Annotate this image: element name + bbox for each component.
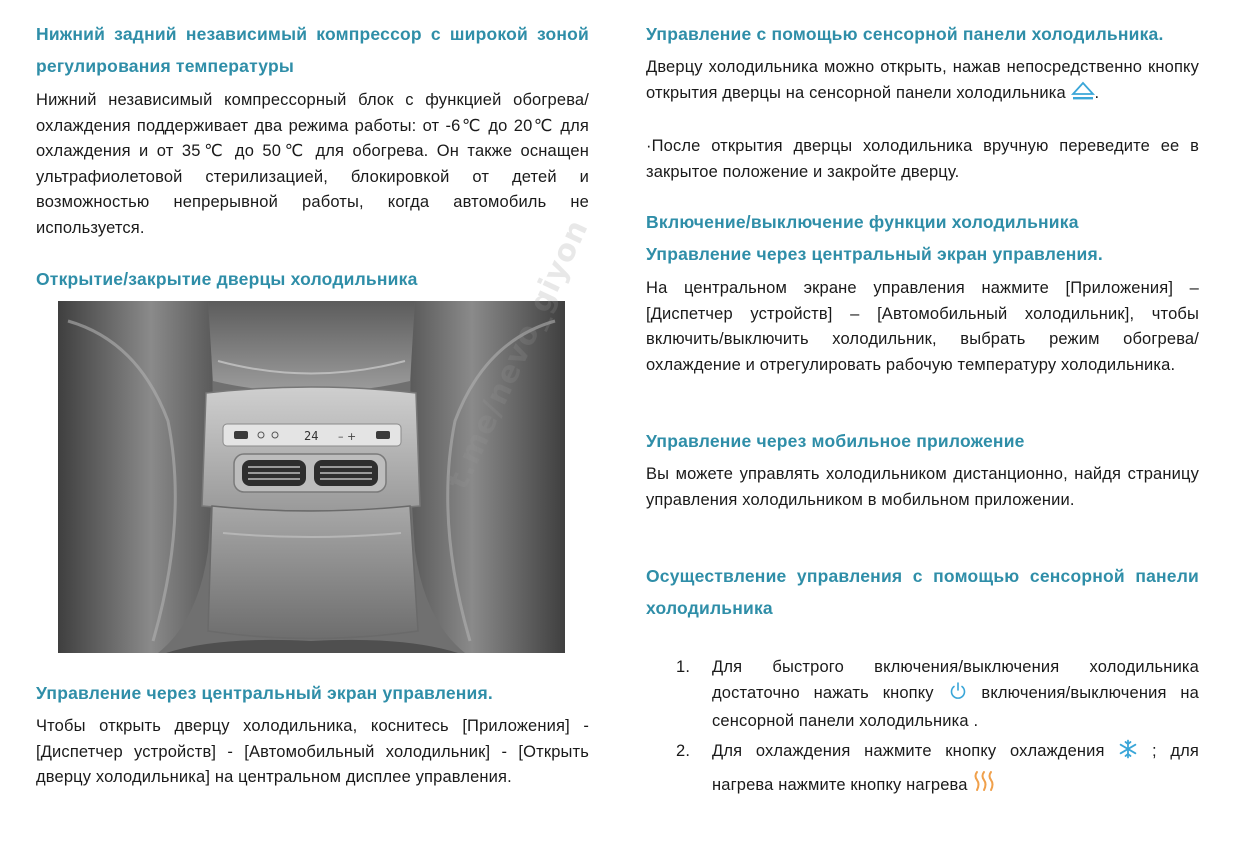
snowflake-icon xyxy=(1118,739,1138,769)
watermark: t.me/nevo_giyon xyxy=(440,214,596,495)
power-icon xyxy=(948,681,968,710)
paragraph-compressor: Нижний независимый компрессорный блок с функцией обогрева/охлаждения поддерживает два режима работы: от -6℃ до 20℃ для охлаждения и от 35℃ до 50℃ для обогрева. Он также оснащен ультрафиолетовой стерилизацией, блокировкой от детей и возможностью непрерывной работы, когда автомобиль не используется. xyxy=(36,91,589,237)
heading-touch-panel-control: Осуществление управления с помощью сенсорной панели холодильника xyxy=(646,566,1199,618)
svg-text:– +: – + xyxy=(338,430,357,443)
steps-list xyxy=(646,655,1199,803)
heading-mobile-app: Управление через мобильное приложение xyxy=(646,431,1025,451)
heat-icon xyxy=(972,769,996,803)
paragraph-mobile-app: Вы можете управлять холодильником дистанционно, найдя страницу управления холодильником в мобильном приложении. xyxy=(646,465,1199,509)
photo-temperature-display: 24 xyxy=(304,429,319,443)
heading-compressor: Нижний задний независимый компрессор с широкой зоной регулирования температуры xyxy=(36,24,589,76)
paragraph-central-screen: На центральном экране управления нажмите [Приложения] – [Диспетчер устройств] – [Автомобильный холодильник], чтобы включить/выключить холодильник, выбрать режим обогрева/охлаждение и отрегулировать рабочую температуру холодильника. xyxy=(646,279,1199,374)
list-item: 2. Для охлаждения нажмите кнопку охлаждения ; для нагрева нажмите кнопку нагрева xyxy=(646,737,1199,803)
eject-icon xyxy=(1071,81,1095,110)
heading-central-screen: Управление через центральный экран управления. xyxy=(646,244,1103,264)
paragraph-close-door: ·После открытия дверцы холодильника вручную переведите ее в закрытое положение и закройте дверцу. xyxy=(646,137,1199,181)
armrest-fridge-photo xyxy=(58,301,565,653)
heading-fridge-on-off: Включение/выключение функции холодильника xyxy=(646,212,1079,232)
heading-central-screen-door: Управление через центральный экран управления. xyxy=(36,683,493,703)
heading-door-open-close: Открытие/закрытие дверцы холодильника xyxy=(36,269,418,289)
armrest-fridge-illustration xyxy=(58,301,565,653)
paragraph-touch-panel-door: Дверцу холодильника можно открыть, нажав непосредственно кнопку открытия дверцы на сенсорной панели холодильника . xyxy=(646,55,1199,109)
heading-touch-panel-door: Управление с помощью сенсорной панели холодильника. xyxy=(646,24,1164,44)
list-item: 1. Для быстрого включения/выключения холодильника достаточно нажать кнопку включения/выключения на сенсорной панели холодильника . xyxy=(676,658,1199,730)
paragraph-central-screen-door: Чтобы открыть дверцу холодильника, коснитесь [Приложения] - [Диспетчер устройств] - [Автомобильный холодильник] - [Открыть дверцу холодильника] на центральном дисплее управления. xyxy=(36,717,589,786)
